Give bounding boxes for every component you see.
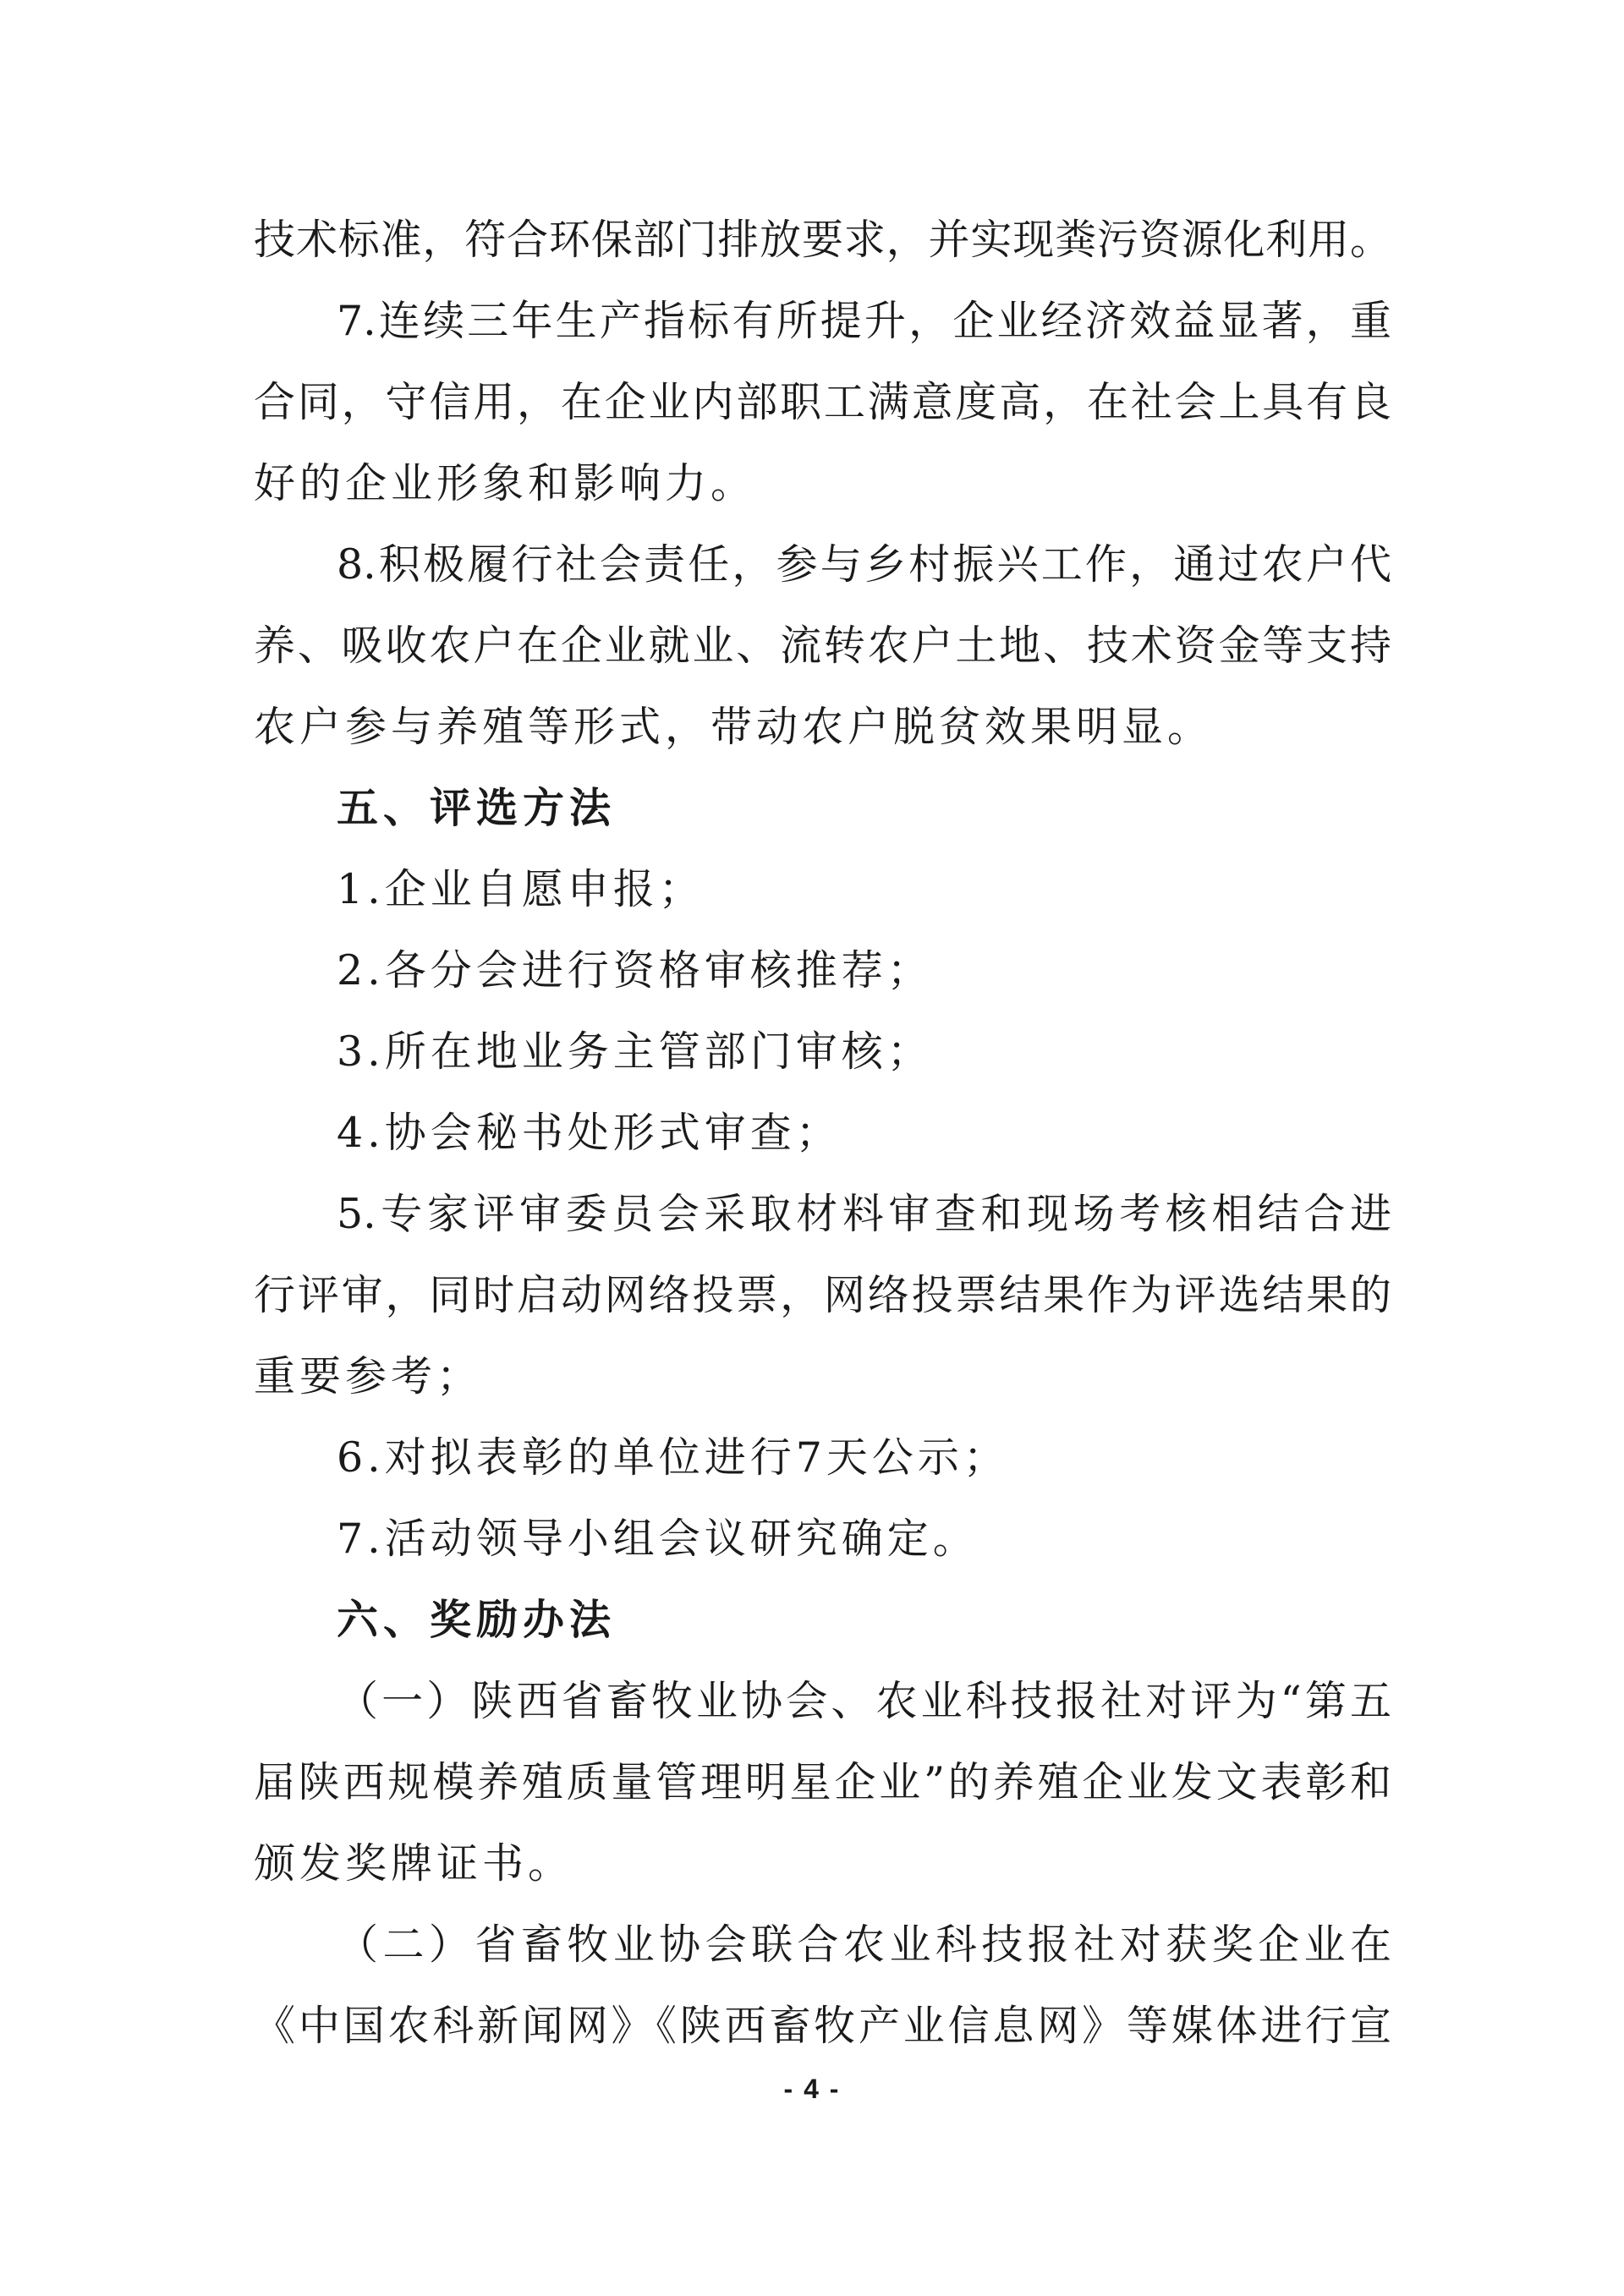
- paragraph-line: （二）省畜牧业协会联合农业科技报社对获奖企业在: [337, 1921, 1391, 1969]
- body-text: [254, 200, 1391, 2067]
- paragraph-line: 《中国农科新闻网》《陕西畜牧产业信息网》等媒体进行宣: [254, 2002, 1391, 2050]
- list-item: 5.专家评审委员会采取材料审查和现场考核相结合进: [337, 1190, 1391, 1238]
- paragraph-line: 7.连续三年生产指标有所提升，企业经济效益显著，重: [337, 297, 1391, 345]
- paragraph-line: （一）陕西省畜牧业协会、农业科技报社对评为“第五: [337, 1677, 1391, 1725]
- list-item: 4.协会秘书处形式审查；: [337, 1109, 842, 1157]
- paragraph-line: 农户参与养殖等形式，带动农户脱贫效果明显。: [254, 703, 1214, 751]
- list-item: 3.所在地业务主管部门审核；: [337, 1027, 933, 1076]
- page-number: - 4 -: [783, 2074, 841, 2104]
- paragraph-line: 技术标准，符合环保部门排放要求，并实现粪污资源化利用。: [254, 216, 1391, 264]
- paragraph-line: 合同，守信用，在企业内部职工满意度高，在社会上具有良: [254, 378, 1391, 426]
- list-item: 2.各分会进行资格审核推荐；: [337, 946, 933, 995]
- paragraph-line: 养、吸收农户在企业就业、流转农户土地、技术资金等支持: [254, 622, 1391, 670]
- paragraph-line: 好的企业形象和影响力。: [254, 459, 757, 507]
- paragraph-line: 重要参考；: [254, 1352, 483, 1400]
- list-item: 1.企业自愿申报；: [337, 865, 705, 913]
- paragraph-line: 颁发奖牌证书。: [254, 1839, 574, 1888]
- paragraph-line: 届陕西规模养殖质量管理明星企业”的养殖企业发文表彰和: [254, 1758, 1391, 1806]
- paragraph-line: 8.积极履行社会责任，参与乡村振兴工作，通过农户代: [337, 540, 1391, 589]
- list-item: 7.活动领导小组会议研究确定。: [337, 1515, 979, 1563]
- section-heading-5: 五、评选方法: [337, 784, 617, 832]
- paragraph-line: 行评审，同时启动网络投票，网络投票结果作为评选结果的: [254, 1271, 1391, 1319]
- section-heading-6: 六、奖励办法: [337, 1596, 617, 1644]
- list-item: 6.对拟表彰的单位进行7天公示；: [337, 1433, 1009, 1482]
